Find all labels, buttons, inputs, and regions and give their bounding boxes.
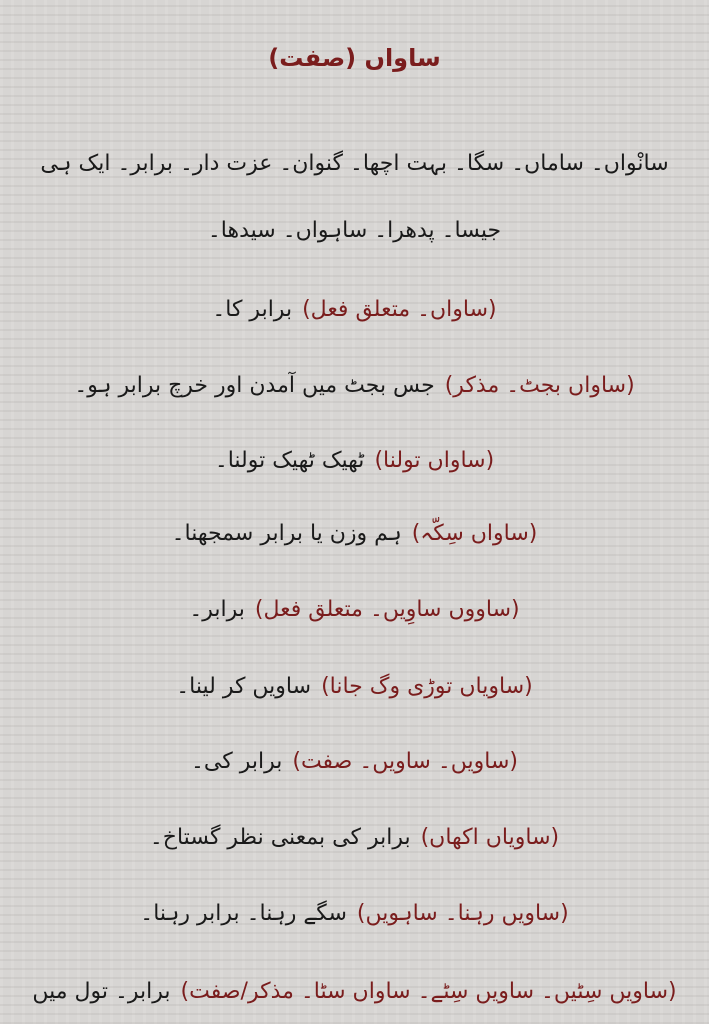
usage-line-9 — [20, 894, 689, 934]
usage-line-6 — [20, 667, 689, 707]
definition-line-1: سانْواں۔ ساماں۔ سگا۔ بہت اچھا۔ گنوان۔ عزت دار۔ برابر۔ ایک ہی — [40, 151, 669, 176]
usage-term: (ساویں۔ ساویں۔ صفت) — [292, 749, 518, 774]
usage-term: (ساویاں اکھاں) — [420, 825, 560, 850]
usage-term: (ساواں تولنا) — [374, 448, 495, 473]
usage-meaning: سگے رہنا۔ برابر رہنا۔ — [140, 901, 347, 926]
usage-line-8 — [20, 818, 689, 858]
usage-line-3 — [20, 441, 689, 481]
usage-term: (ساواں۔ متعلق فعل) — [302, 297, 497, 322]
usage-line-10 — [20, 972, 689, 1012]
usage-line-7 — [20, 742, 689, 782]
entry-title: ساواں (صفت) — [268, 44, 441, 72]
usage-term: (ساویں رہنا۔ ساہویں) — [356, 901, 569, 926]
usage-term: (ساواں بجٹ۔ مذکر) — [444, 373, 635, 398]
usage-line-4 — [20, 514, 689, 554]
usage-term: (ساویں سِٹیں۔ ساویں سِٹے۔ ساواں سٹا۔ مذکر/صفت) — [180, 979, 677, 1004]
usage-term: (ساواں سِکّہ) — [411, 521, 538, 546]
usage-meaning: برابر۔ — [189, 597, 245, 622]
usage-meaning: ساویں کر لینا۔ — [176, 674, 312, 699]
usage-meaning: برابر۔ تول میں — [32, 979, 171, 1004]
usage-line-1 — [20, 290, 689, 330]
usage-meaning: ٹھیک ٹھیک تولنا۔ — [214, 448, 365, 473]
usage-term: (ساویاں توڑی وگ جانا) — [321, 674, 533, 699]
usage-line-5 — [20, 590, 689, 630]
usage-term: (ساووں ساوِیں۔ متعلق فعل) — [254, 597, 520, 622]
usage-meaning: جس بجٹ میں آمدن اور خرچ برابر ہو۔ — [74, 373, 435, 398]
definition-line-2: جیسا۔ پدھرا۔ ساہواں۔ سیدھا۔ — [207, 218, 502, 243]
usage-meaning: برابر کی۔ — [191, 749, 283, 774]
usage-line-2 — [20, 366, 689, 406]
usage-meaning: برابر کا۔ — [212, 297, 293, 322]
usage-meaning: ہم وزن یا برابر سمجھنا۔ — [171, 521, 402, 546]
usage-meaning: برابر کی بمعنی نظر گستاخ۔ — [149, 825, 411, 850]
